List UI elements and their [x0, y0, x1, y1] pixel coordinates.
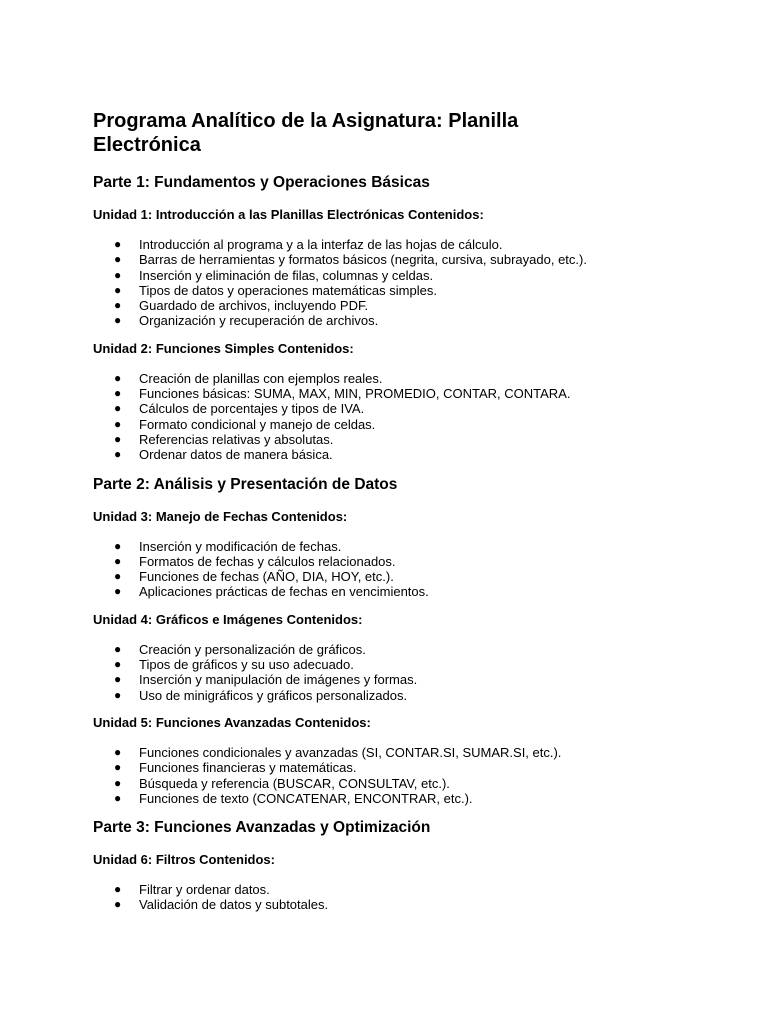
- list-item: [93, 569, 728, 584]
- list-item-text: Tipos de gráficos y su uso adecuado.: [139, 657, 354, 673]
- part-title: Parte 1: Fundamentos y Operaciones Básicas: [93, 174, 430, 191]
- list-item-text: Inserción y eliminación de filas, columnas y celdas.: [139, 267, 434, 283]
- bullet-icon: ●: [114, 553, 122, 568]
- part-section: [93, 818, 728, 913]
- unit-title: Unidad 2: Funciones Simples Contenidos:: [93, 340, 354, 356]
- part-title: Parte 2: Análisis y Presentación de Datos: [93, 475, 398, 493]
- bullet-icon: ●: [114, 416, 122, 431]
- unit-block: [93, 612, 728, 703]
- bullet-icon: ●: [114, 237, 122, 251]
- part-section: [93, 475, 728, 807]
- list-item: [93, 371, 728, 386]
- bullet-icon: ●: [114, 298, 122, 313]
- content-list: [93, 237, 728, 329]
- list-item: [93, 432, 728, 447]
- list-item: [93, 252, 728, 267]
- list-item: [93, 313, 728, 328]
- document-title: Programa Analítico de la Asignatura: Planilla Electrónica: [93, 110, 519, 156]
- list-item-text: Validación de datos y subtotales.: [139, 897, 329, 913]
- unit-block: [93, 509, 728, 600]
- bullet-icon: ●: [114, 584, 122, 599]
- bullet-icon: ●: [114, 672, 122, 687]
- list-item-text: Aplicaciones prácticas de fechas en vencimientos.: [139, 584, 429, 600]
- content-list: [93, 882, 728, 913]
- unit-block: [93, 341, 728, 463]
- list-item-text: Tipos de datos y operaciones matemáticas simples.: [139, 282, 437, 298]
- unit-title: Unidad 3: Manejo de Fechas Contenidos:: [93, 508, 348, 524]
- list-item: [93, 283, 728, 298]
- list-item-text: Funciones de texto (CONCATENAR, ENCONTRAR, etc.).: [139, 790, 473, 806]
- part-title: Parte 3: Funciones Avanzadas y Optimización: [93, 819, 431, 837]
- list-item: [93, 745, 728, 760]
- bullet-icon: ●: [114, 401, 122, 416]
- unit-block: [93, 207, 728, 329]
- unit-title: Unidad 1: Introducción a las Planillas Electrónicas Contenidos:: [93, 207, 484, 222]
- list-item: [93, 672, 728, 687]
- bullet-icon: ●: [114, 897, 122, 912]
- list-item-text: Cálculos de porcentajes y tipos de IVA.: [139, 401, 365, 417]
- list-item-text: Uso de minigráficos y gráficos personalizados.: [139, 687, 408, 703]
- content-list: [93, 745, 728, 806]
- list-item-text: Formato condicional y manejo de celdas.: [139, 416, 376, 432]
- list-item-text: Organización y recuperación de archivos.: [139, 313, 379, 329]
- bullet-icon: ●: [114, 760, 122, 775]
- list-item-text: Inserción y modificación de fechas.: [139, 538, 342, 554]
- list-item-text: Búsqueda y referencia (BUSCAR, CONSULTAV, etc.).: [139, 775, 450, 791]
- unit-block: [93, 715, 728, 806]
- bullet-icon: ●: [114, 569, 122, 584]
- list-item-text: Formatos de fechas y cálculos relacionados.: [139, 553, 396, 569]
- list-item-text: Funciones de fechas (AÑO, DIA, HOY, etc.).: [139, 569, 394, 585]
- unit-title: Unidad 6: Filtros Contenidos:: [93, 852, 275, 868]
- list-item-text: Guardado de archivos, incluyendo PDF.: [139, 298, 369, 314]
- list-item: [93, 298, 728, 313]
- list-item: [93, 791, 728, 806]
- list-item-text: Ordenar datos de manera básica.: [139, 447, 333, 463]
- list-item-text: Referencias relativas y absolutas.: [139, 431, 334, 447]
- list-item-text: Creación de planillas con ejemplos reales.: [139, 370, 383, 386]
- unit-title: Unidad 5: Funciones Avanzadas Contenidos:: [93, 714, 371, 730]
- list-item: [93, 584, 728, 599]
- list-item: [93, 447, 728, 462]
- bullet-icon: ●: [114, 790, 122, 805]
- list-item: [93, 776, 728, 791]
- list-item-text: Introducción al programa y a la interfaz de las hojas de cálculo.: [139, 237, 503, 252]
- bullet-icon: ●: [114, 282, 122, 297]
- list-item: [93, 760, 728, 775]
- bullet-icon: ●: [114, 687, 122, 702]
- bullet-icon: ●: [114, 744, 122, 759]
- bullet-icon: ●: [114, 386, 122, 401]
- part-section: [93, 173, 728, 463]
- list-item-text: Funciones básicas: SUMA, MAX, MIN, PROMEDIO, CONTAR, CONTARA.: [139, 386, 571, 402]
- bullet-icon: ●: [114, 431, 122, 446]
- content-list: [93, 642, 728, 703]
- bullet-icon: ●: [114, 252, 122, 267]
- list-item: [93, 539, 728, 554]
- bullet-icon: ●: [114, 313, 122, 328]
- content-list: [93, 539, 728, 600]
- bullet-icon: ●: [114, 657, 122, 672]
- content-list: [93, 371, 728, 463]
- list-item: [93, 237, 728, 252]
- bullet-icon: ●: [114, 641, 122, 656]
- list-item: [93, 401, 728, 416]
- unit-block: [93, 852, 728, 913]
- list-item-text: Funciones financieras y matemáticas.: [139, 760, 357, 776]
- bullet-icon: ●: [114, 370, 122, 385]
- list-item: [93, 386, 728, 401]
- list-item-text: Funciones condicionales y avanzadas (SI, CONTAR.SI, SUMAR.SI, etc.).: [139, 744, 562, 760]
- list-item: [93, 897, 728, 912]
- list-item-text: Creación y personalización de gráficos.: [139, 641, 366, 657]
- bullet-icon: ●: [114, 882, 122, 897]
- list-item: [93, 268, 728, 283]
- bullet-icon: ●: [114, 775, 122, 790]
- bullet-icon: ●: [114, 267, 122, 282]
- list-item: [93, 554, 728, 569]
- list-item-text: Inserción y manipulación de imágenes y formas.: [139, 672, 418, 688]
- list-item: [93, 417, 728, 432]
- document-body: [93, 173, 728, 913]
- list-item: [93, 657, 728, 672]
- unit-title: Unidad 4: Gráficos e Imágenes Contenidos:: [93, 611, 363, 627]
- list-item-text: Filtrar y ordenar datos.: [139, 882, 270, 898]
- list-item: [93, 688, 728, 703]
- bullet-icon: ●: [114, 447, 122, 462]
- list-item: [93, 642, 728, 657]
- bullet-icon: ●: [114, 538, 122, 553]
- list-item: [93, 882, 728, 897]
- list-item-text: Barras de herramientas y formatos básicos (negrita, cursiva, subrayado, etc.).: [139, 252, 587, 268]
